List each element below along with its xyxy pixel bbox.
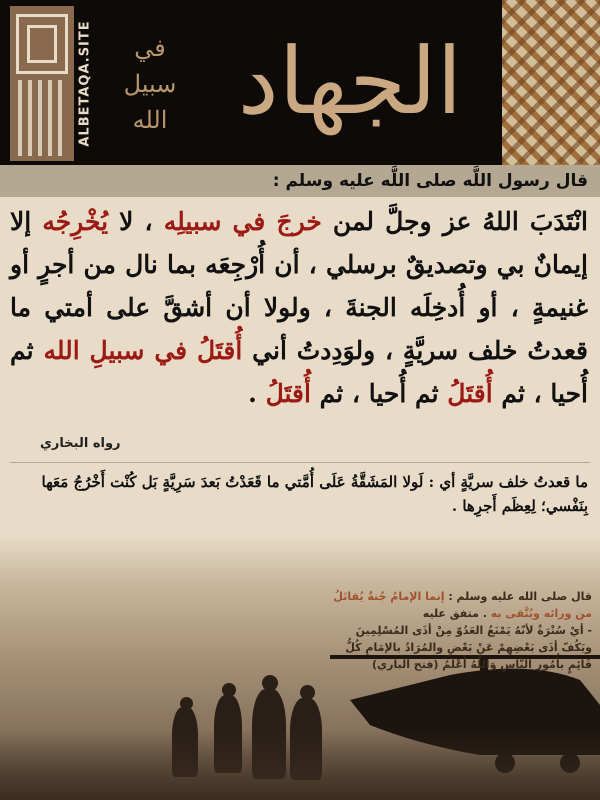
intro-bar bbox=[0, 165, 600, 197]
highlight-phrase: خرجَ في سبيلِه bbox=[163, 207, 322, 236]
title-jihad: الجهاد bbox=[237, 28, 463, 135]
site-logo bbox=[10, 6, 74, 161]
title-line-fi: في bbox=[134, 34, 166, 62]
explanation-note: ما قعدتُ خلف سريَّةٍ أي : لَولا المَشَقَّةُ عَلَى أُمَّتي ما قَعَدْتُ بَعدَ سَرِيَّةٍ بَل كُنْت أَخْرُجُ مَعَها بِنَفْسي؛ لِعِظَم أَجرِها . bbox=[41, 473, 588, 515]
ground-shadow bbox=[0, 730, 600, 800]
highlight-phrase: أُقتَلُ في سبيلِ الله bbox=[43, 336, 243, 365]
kufic-logo-lines bbox=[18, 80, 66, 156]
intro-text: قال رسول اللَّه صلى اللَّه عليه وسلم : bbox=[272, 171, 588, 191]
highlight-phrase: يُخْرِجُه bbox=[42, 207, 109, 236]
caption-hadith: قال صلى الله عليه وسلم : إنما الإمامُ جُنةٌ يُقاتَلُ من ورائه ويُتَّقى به . متفق عليه bbox=[333, 590, 592, 620]
divider bbox=[10, 462, 590, 463]
caption-explanation: - أيْ سُتْرَةٌ لأنّهُ يَمْنَعُ العَدُوّ مِنْ أذَى المُسْلِمِينَ ويَكُفّ أذَى بَعْضِهِمْ عَنْ بَعْضٍ والمُرَادُ بالإمَامِ كُلُّ قَائِمٍ بأُمُورِ النَّاسِ وَاللَّهُ أَعْلَمُ (فتح الباري) bbox=[345, 624, 592, 671]
hadith-text: انْتَدَبَ اللهُ عز وجلَّ لمن خرجَ في سبيلِه ، لا يُخْرِجُه إلا إيمانٌ بي وتصديقٌ برسلي ، أن أُرْجِعَه بما نال من أجرٍ أو غنيمةٍ ، أو أُدخِلَه الجنةَ ، ولولا أن أشقَّ على أمتي ما قعدتُ خلف سريَّةٍ ، ولوَدِدتُ أني أُقتَلُ في سبيلِ الله ثم أُحيا ، ثم أُقتَلُ ثم أُحيا ، ثم أُقتَلُ . bbox=[10, 207, 588, 408]
title-line-sabil: سبيل bbox=[123, 70, 177, 98]
header-banner bbox=[0, 0, 600, 165]
highlight-phrase: أُقتَلُ bbox=[265, 379, 311, 408]
site-name: ALBETAQA.SITE bbox=[77, 20, 93, 147]
islamic-pattern-decoration bbox=[502, 0, 600, 165]
kufic-logo-mark bbox=[16, 14, 68, 74]
title-line-allah: الله bbox=[132, 106, 168, 134]
photo-caption bbox=[330, 588, 592, 673]
highlight-phrase: أُقتَلُ bbox=[447, 379, 493, 408]
narrator-source: رواه البخاري bbox=[40, 436, 121, 451]
title-subtitle bbox=[105, 30, 195, 138]
